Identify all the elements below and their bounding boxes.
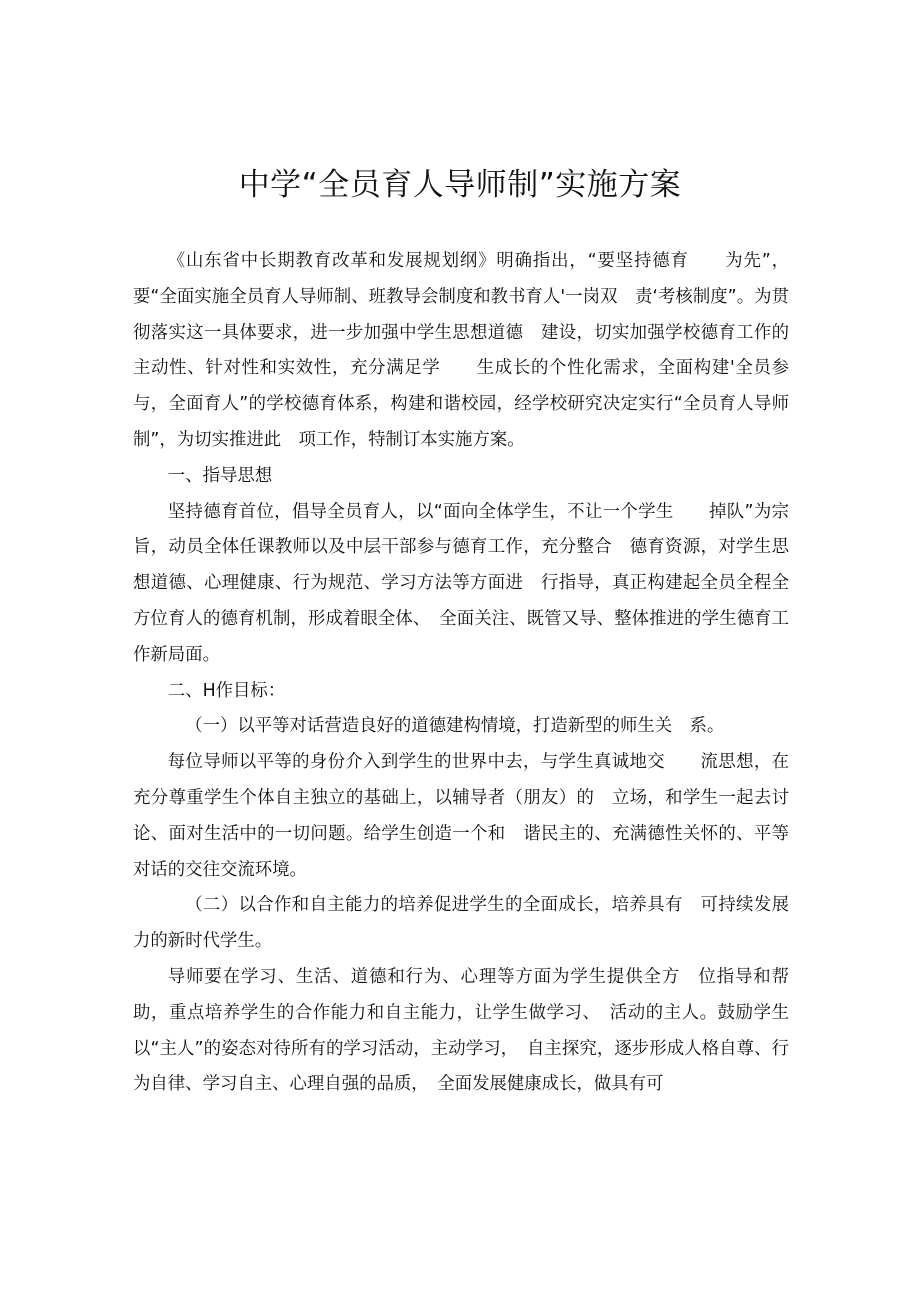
goal-two-heading: （二）以合作和自主能力的培养促进学生的全面成长，培养具有 可持续发展力的新时代学生。 xyxy=(133,895,789,952)
document-title: 中学“全员育人导师制”实施方案 xyxy=(238,167,682,203)
document-body xyxy=(133,244,789,1103)
section-heading-work-goals: 二、H作目标： xyxy=(167,680,286,701)
goal-one-paragraph: 每位导师以平等的身份介入到学生的世界中去，与学生真诚地交 流思想，在充分尊重学生个体自主独立的基础上，以辅导者（朋友）的 立场，和学生一起去讨论、面对生活中的一切问题。给学生创造一个和 谐民主的、充满德性关怀的、平等对话的交往交流环境。 xyxy=(133,752,789,880)
goal-two-paragraph: 导师要在学习、生活、道德和行为、心理等方面为学生提供全方 位指导和帮助，重点培养学生的合作能力和自主能力，让学生做学习、 活动的主人。鼓励学生以“主人”的姿态对待所有的学习活动，主动学习， 自主探究，逐步形成人格自尊、行为自律、学习自主、心理自强的品质， 全面发展健康成长，做具有可 xyxy=(133,966,789,1095)
section-heading-guiding-ideology: 一、指导思想 xyxy=(167,465,273,486)
guiding-ideology-paragraph: 坚持德育首位，倡导全员育人，以“面向全体学生，不让一个学生 掉队”为宗旨，动员全体任课教师以及中层干部参与德育工作，充分整合 德育资源，对学生思想道德、心理健康、行为规范、学习方法等方面进 行指导，真正构建起全员全程全方位育人的德育机制，形成着眼全体、 全面关注、既管又导、整体推进的学生德育工作新局面。 xyxy=(133,501,789,665)
intro-paragraph: 《山东省中长期教育改革和发展规划纲》明确指出，“要坚持德育 为先”，要“全面实施全员育人导师制、班教导会制度和教书育人'一岗双 责‘考核制度”。为贯彻落实这一具体要求，进一步加强中学生思想道德 建设，切实加强学校德育工作的主动性、针对性和实效性，充分满足学 生成长的个性化需求，全面构建'全员参与，全面育人”的学校德育体系，构建和谐校园，经学校研究决定实行“全员育人导师制”，为切实推进此 项工作，特制订本实施方案。 xyxy=(133,251,789,450)
goal-one-heading: （一）以平等对话营造良好的道德建构情境，打造新型的师生关 系。 xyxy=(185,716,725,737)
